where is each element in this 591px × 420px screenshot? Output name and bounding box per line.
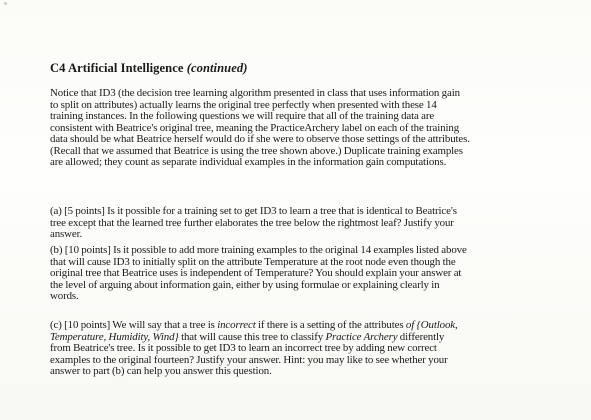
continued-label: (continued) [186,61,248,75]
scan-speck [4,2,7,5]
question-b-line: the level of arguing about information gain, either by using formulae or explaining clearly in [50,278,440,291]
section-heading [50,61,247,76]
attribute-set: of {Outlook, [405,319,458,331]
question-c-text: differently [397,330,445,343]
question-c-text: if there is a setting of the attributes [255,319,406,331]
question-c-line: from Beatrice's tree. Is it possible to get ID3 to learn an incorrect tree by adding new correct [50,342,437,354]
question-b-line: words. [50,290,79,302]
question-b-line: original tree that Beatrice uses is independent of Temperature? You should explain your answer at [50,267,462,279]
incorrect-term: incorrect [217,319,256,331]
question-c-text: that will cause this tree to classify [178,330,326,343]
intro-line: data should be what Beatrice herself would do if she were to observe those settings of the attributes. [50,133,470,145]
intro-line: Notice that ID3 (the decision tree learning algorithm presented in class that uses information gain [50,87,460,99]
question-a-line: tree except that the learned tree further elaborates the tree below the rightmost leaf? Justify your [50,216,454,229]
intro-line: to split on attributes) actually learns the original tree perfectly when presented with these 14 [50,98,437,111]
question-c-text: (c) [10 points] We will say that a tree is [50,319,218,331]
question-b-line: that will cause ID3 to initially split on the attribute Temperature at the root node even though the [50,255,456,268]
intro-line: consistent with Beatrice's original tree, meaning the PracticeArchery label on each of the training [50,121,460,134]
question-b [50,245,590,303]
question-a-line: answer. [50,228,83,240]
question-b-line: (b) [10 points] Is it possible to add more training examples to the original 14 examples listed above [50,244,467,256]
question-c [50,320,590,378]
practice-archery-term: Practice Archery [325,330,398,343]
intro-line: training instances. In the following questions we will require that all of the training data are [50,110,435,122]
question-c-line: answer to part (b) can help you answer this question. [50,365,272,377]
intro-line: are allowed; they count as separate individual examples in the information gain computations. [50,156,447,168]
question-a [50,206,590,241]
section-title: C4 Artificial Intelligence [50,61,184,75]
question-c-line: examples to the original fourteen? Justify your answer. Hint: you may like to see whether your [50,353,448,366]
intro-paragraph [50,88,590,169]
intro-line: (Recall that we assumed that Beatrice is using the tree shown above.) Duplicate training examples [50,144,463,157]
attribute-set: Temperature, Humidity, Wind} [50,330,179,343]
question-a-line: (a) [5 points] Is it possible for a training set to get ID3 to learn a tree that is identical to Beatrice's [50,205,457,217]
